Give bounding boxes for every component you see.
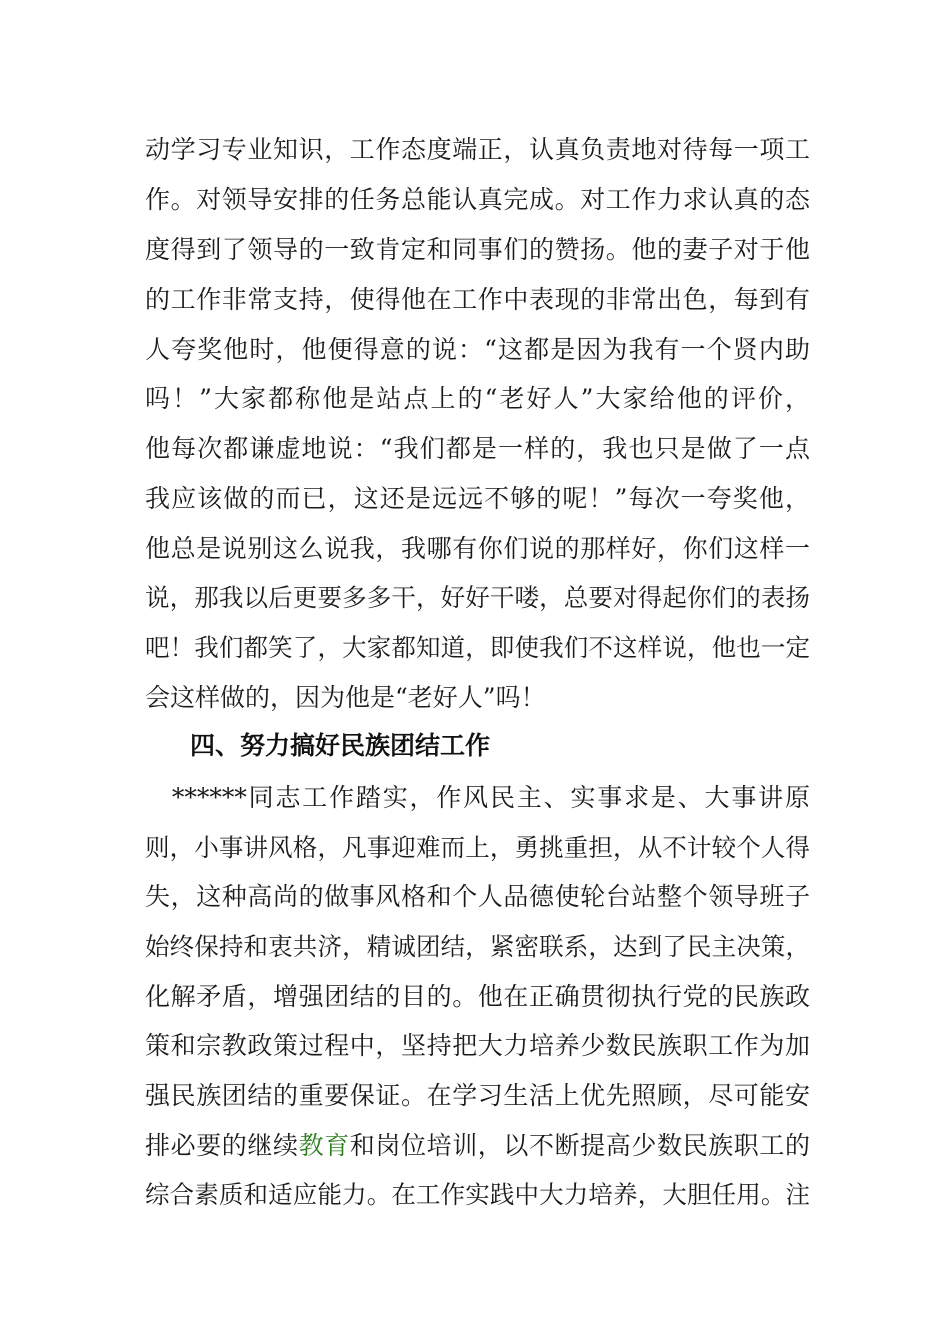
paragraph-line: 的工作非常支持，使得他在工作中表现的非常出色，每到有 (145, 285, 810, 314)
paragraph-line: 会这样做的，因为他是“老好人”吗！ (145, 683, 546, 712)
line-text: 排必要的继续 (145, 1131, 299, 1160)
paragraph-line: 始终保持和衷共济，精诚团结，紧密联系，达到了民主决策， (145, 932, 810, 961)
education-link[interactable]: 教育 (298, 1131, 350, 1160)
paragraph-line: 吧！我们都笑了，大家都知道，即使我们不这样说，他也一定 (145, 633, 810, 662)
paragraph-line: 失，这种高尚的做事风格和个人品德使轮台站整个领导班子 (145, 882, 810, 911)
paragraph-line: ******同志工作踏实，作风民主、实事求是、大事讲原 (145, 783, 810, 812)
paragraph-line: 吗！”大家都称他是站点上的“老好人”大家给他的评价， (145, 384, 810, 413)
paragraph-line: 说，那我以后更要多多干，好好干喽，总要对得起你们的表扬 (145, 583, 810, 612)
paragraph-line: 综合素质和适应能力。在工作实践中大力培养，大胆任用。注 (145, 1180, 810, 1209)
line-text: 和岗位培训，以不断提高少数民族职工的 (349, 1131, 810, 1160)
section-heading: 四、努力搞好民族团结工作 (190, 731, 491, 760)
paragraph-line: 他每次都谦虚地说：“我们都是一样的，我也只是做了一点 (145, 434, 810, 463)
paragraph-line: 策和宗教政策过程中，坚持把大力培养少数民族职工作为加 (145, 1031, 810, 1060)
paragraph-line: 化解矛盾，增强团结的目的。他在正确贯彻执行党的民族政 (145, 982, 810, 1011)
paragraph-line: 则，小事讲风格，凡事迎难而上，勇挑重担，从不计较个人得 (145, 833, 810, 862)
paragraph-line: 强民族团结的重要保证。在学习生活上优先照顾，尽可能安 (145, 1081, 810, 1110)
paragraph-line: 作。对领导安排的任务总能认真完成。对工作力求认真的态 (145, 185, 810, 214)
paragraph-line: 人夸奖他时，他便得意的说：“这都是因为我有一个贤内助 (145, 335, 810, 364)
paragraph-line (145, 1124, 810, 1168)
paragraph-line: 我应该做的而已，这还是远远不够的呢！”每次一夸奖他， (145, 484, 810, 513)
paragraph-line: 动学习专业知识，工作态度端正，认真负责地对待每一项工 (145, 135, 810, 164)
paragraph-line: 度得到了领导的一致肯定和同事们的赞扬。他的妻子对于他 (145, 235, 810, 264)
paragraph-line: 他总是说别这么说我，我哪有你们说的那样好，你们这样一 (145, 534, 810, 563)
